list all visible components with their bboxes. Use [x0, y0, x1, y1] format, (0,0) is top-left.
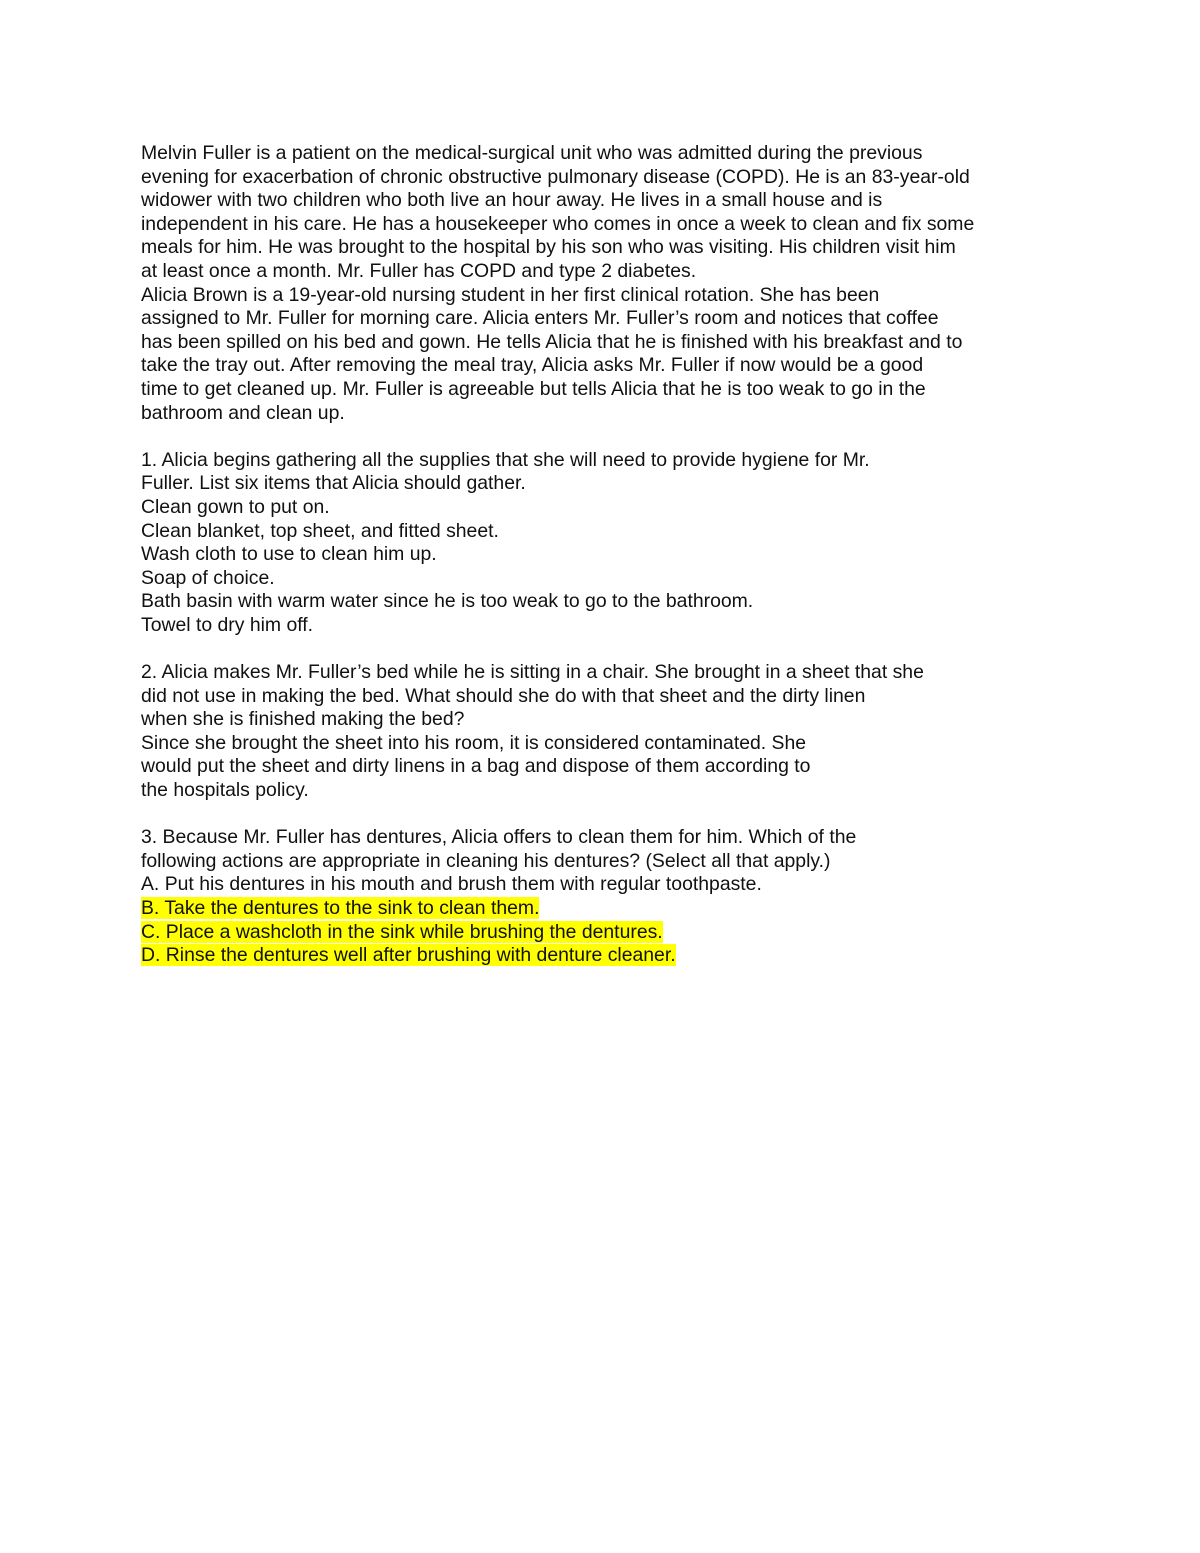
question-1-answer: Soap of choice.: [141, 566, 275, 589]
option-text: A. Put his dentures in his mouth and brush them with regular toothpaste.: [141, 873, 762, 896]
question-2-answer-line: Since she brought the sheet into his room, it is considered contaminated. She: [141, 731, 807, 754]
intro-line: widower with two children who both live an hour away. He lives in a small house and is: [141, 189, 883, 212]
question-3-option-a: [141, 873, 1041, 897]
intro-line: at least once a month. Mr. Fuller has COPD and type 2 diabetes.: [141, 259, 697, 282]
question-2-prompt-line: 2. Alicia makes Mr. Fuller’s bed while he is sitting in a chair. She brought in a sheet that she: [141, 661, 924, 684]
question-2-answer-line: the hospitals policy.: [141, 779, 309, 802]
question-3-option-d: [141, 944, 1041, 968]
question-2-answer-line: would put the sheet and dirty linens in a bag and dispose of them according to: [141, 755, 811, 778]
question-2-prompt-line: did not use in making the bed. What should she do with that sheet and the dirty linen: [141, 684, 866, 707]
intro-line: time to get cleaned up. Mr. Fuller is agreeable but tells Alicia that he is too weak to go in the: [141, 377, 926, 400]
question-1-prompt-line: Fuller. List six items that Alicia should gather.: [141, 472, 526, 495]
question-3: [141, 826, 1041, 968]
highlighted-option-text: D. Rinse the dentures well after brushing with denture cleaner.: [141, 944, 676, 967]
intro-line: Melvin Fuller is a patient on the medical-surgical unit who was admitted during the previous: [141, 142, 923, 164]
question-1-answer: Clean blanket, top sheet, and fitted sheet.: [141, 519, 499, 542]
case-study-intro: [141, 142, 1041, 425]
intro-line: bathroom and clean up.: [141, 401, 345, 424]
intro-line: Alicia Brown is a 19-year-old nursing student in her first clinical rotation. She has been: [141, 283, 880, 306]
intro-line: evening for exacerbation of chronic obstructive pulmonary disease (COPD). He is an 83-year-old: [141, 165, 970, 188]
question-2-prompt-line: when she is finished making the bed?: [141, 708, 465, 731]
intro-line: independent in his care. He has a housekeeper who comes in once a week to clean and fix some: [141, 212, 975, 235]
highlighted-option-text: C. Place a washcloth in the sink while brushing the dentures.: [141, 920, 663, 943]
question-1-prompt-line: 1. Alicia begins gathering all the supplies that she will need to provide hygiene for Mr.: [141, 448, 870, 471]
question-3-prompt-line: 3. Because Mr. Fuller has dentures, Alicia offers to clean them for him. Which of the: [141, 826, 857, 849]
question-1: [141, 449, 1041, 638]
question-3-option-b: [141, 897, 1041, 921]
document-body: [141, 142, 1041, 968]
question-1-answer: Wash cloth to use to clean him up.: [141, 543, 437, 566]
intro-line: assigned to Mr. Fuller for morning care. Alicia enters Mr. Fuller’s room and notices that coffee: [141, 307, 939, 330]
intro-line: meals for him. He was brought to the hospital by his son who was visiting. His children visit him: [141, 236, 956, 259]
paragraph-spacer: [141, 425, 1041, 449]
paragraph-spacer: [141, 637, 1041, 661]
question-3-prompt-line: following actions are appropriate in cleaning his dentures? (Select all that apply.): [141, 849, 831, 872]
question-2: [141, 661, 1041, 803]
paragraph-spacer: [141, 803, 1041, 827]
intro-line: has been spilled on his bed and gown. He tells Alicia that he is finished with his breakfast and to: [141, 330, 963, 353]
question-3-option-c: [141, 921, 1041, 945]
question-1-answer: Towel to dry him off.: [141, 613, 314, 636]
highlighted-option-text: B. Take the dentures to the sink to clean them.: [141, 897, 540, 919]
question-1-answer: Clean gown to put on.: [141, 495, 330, 518]
question-1-answer: Bath basin with warm water since he is too weak to go to the bathroom.: [141, 590, 754, 613]
intro-line: take the tray out. After removing the meal tray, Alicia asks Mr. Fuller if now would be a good: [141, 354, 924, 377]
